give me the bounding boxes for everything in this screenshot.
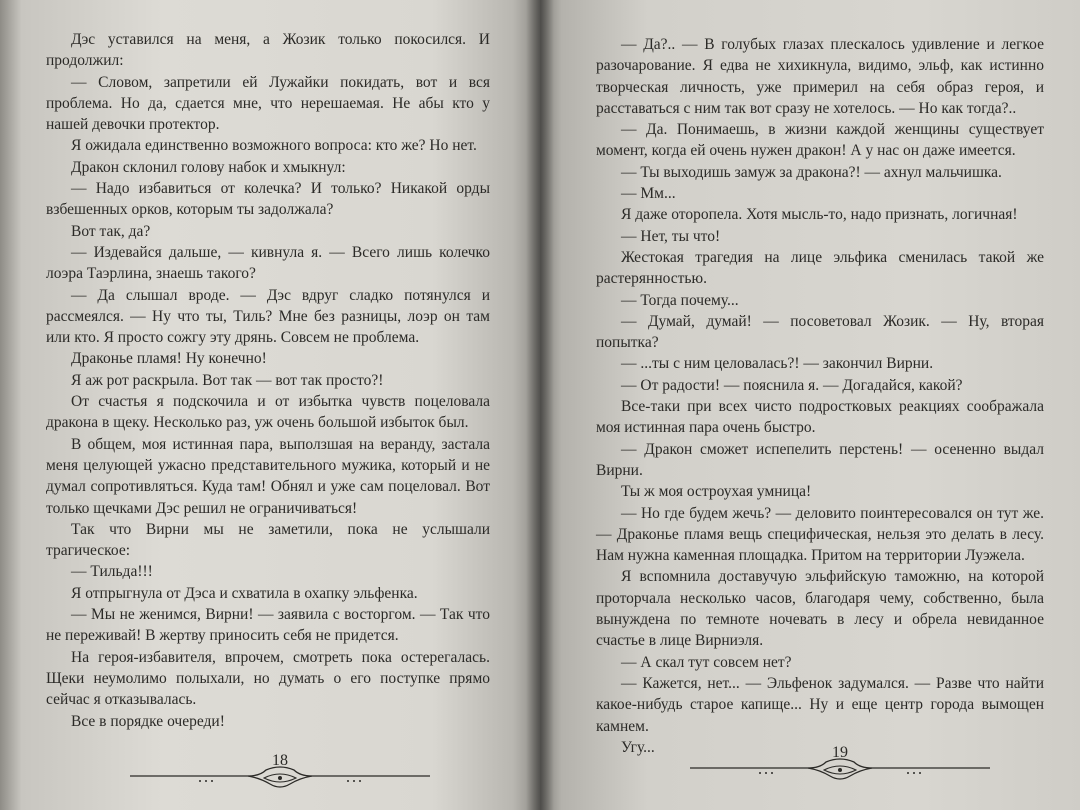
paragraph: Все в порядке очереди! xyxy=(71,712,225,730)
paragraph: На героя-избавителя, впрочем, смотреть пока остерегалась. Щеки неумолимо полыхали, но думать о его поступке прямо сейчас я отказывалась. xyxy=(46,648,490,709)
paragraph: — Да. Понимаешь, в жизни каждой женщины существует момент, когда ей очень нужен дракон! А у нас он даже имеется. xyxy=(596,121,1044,160)
paragraph: Вот так, да? xyxy=(71,222,151,240)
paragraph: — Ты выходишь замуж за дракона?! — ахнул мальчишка. xyxy=(621,163,1002,181)
paragraph: Я даже оторопела. Хотя мысль-то, надо признать, логичная! xyxy=(621,206,1018,224)
paragraph: — Издевайся дальше, — кивнула я. — Всего лишь колечко лоэра Таэрлина, знаешь такого? xyxy=(46,243,490,283)
left-page-folio xyxy=(130,752,430,792)
paragraph: Дракон склонил голову набок и хмыкнул: xyxy=(71,158,346,176)
paragraph: — Мм... xyxy=(621,185,676,203)
paragraph: — Дракон сможет испепелить перстень! — осененно выдал Вирни. xyxy=(596,440,1044,479)
right-page-folio xyxy=(690,744,990,784)
paragraph: — Тильда!!! xyxy=(71,563,153,581)
paragraph: Я вспомнила доставучую эльфийскую таможню, на которой проторчала несколько часов, благодаря чему, собственно, была вынуждена по темноте ночевать в лесу и обрела невиданное счастье в лице Вирниэля. xyxy=(596,568,1044,650)
left-page-number: 18 xyxy=(272,752,288,769)
paragraph: Все-таки при всех чисто подростковых реакциях соображала моя истинная пара очень быстро. xyxy=(596,398,1044,437)
paragraph: — Да слышал вроде. — Дэс вдруг сладко потянулся и рассмеялся. — Ну что ты, Тиль? Мне без разницы, лоэр он там или кто. Я просто сожгу эту дрянь. Совсем не проблема. xyxy=(46,286,490,347)
paragraph: Дэс уставился на меня, а Жозик только покосился. И продолжил: xyxy=(46,31,490,70)
paragraph: — Тогда почему... xyxy=(621,291,739,309)
paragraph: Так что Вирни мы не заметили, пока не услышали трагическое: xyxy=(46,520,490,560)
paragraph: — Надо избавиться от колечка? И только? Никакой орды взбешенных орков, которым ты задолжала? xyxy=(46,180,490,219)
paragraph: — Кажется, нет... — Эльфенок задумался. — Разве что найти какое-нибудь старое капище... Ну и еще центр города вымощен камнем. xyxy=(596,674,1044,735)
paragraph: — ...ты с ним целовалась?! — закончил Вирни. xyxy=(621,355,934,373)
paragraph: Я отпрыгнула от Дэса и схватила в охапку эльфенка. xyxy=(71,584,418,602)
book-gutter xyxy=(526,0,554,810)
paragraph: Угу... xyxy=(621,738,655,756)
paragraph: Жестокая трагедия на лице эльфика сменилась такой же растерянностью. xyxy=(596,248,1044,288)
right-page xyxy=(540,0,1080,810)
left-page-text xyxy=(46,29,490,732)
paragraph: — А скал тут совсем нет? xyxy=(621,653,792,671)
paragraph: — Но где будем жечь? — деловито поинтересовался он тут же. — Драконье пламя вещь специфическая, нельзя это делать в лесу. Нам нужна каменная площадка. Притом на территории Луэжела. xyxy=(596,504,1044,565)
right-page-number: 19 xyxy=(832,744,848,761)
paragraph: — Нет, ты что! xyxy=(621,227,721,245)
paragraph: Драконье пламя! Ну конечно! xyxy=(71,350,267,368)
paragraph: — От радости! — пояснила я. — Догадайся, какой? xyxy=(621,376,963,394)
folio-ornament-icon xyxy=(690,758,990,784)
paragraph: Я аж рот раскрыла. Вот так — вот так просто?! xyxy=(71,371,384,389)
paragraph: В общем, моя истинная пара, выползшая на веранду, застала меня целующей ужасно представительного мужика, который и не думал сопротивляться. Куда там! Обнял и уже сам поцеловал. Вот только щечками Дэс решил не ограничиваться! xyxy=(46,435,490,517)
paragraph: Ты ж моя остроухая умница! xyxy=(621,483,812,501)
paragraph: — Думай, думай! — посоветовал Жозик. — Ну, вторая попытка? xyxy=(596,312,1044,352)
paragraph: Я ожидала единственно возможного вопроса: кто же? Но нет. xyxy=(71,137,477,155)
paragraph: — Да?.. — В голубых глазах плескалось удивление и легкое разочарование. Я едва не хихикнула, видимо, эльф, как истинно творческая личность, уже примерил на себя образ героя, и расставаться с ним так вот сразу не хотелось. — Но как тогда?.. xyxy=(596,36,1044,117)
right-page-text xyxy=(596,34,1044,758)
paragraph: — Словом, запретили ей Лужайки покидать, вот и вся проблема. Но да, сдается мне, что нерешаемая. Не абы кто у нашей девочки протектор. xyxy=(46,73,490,134)
paragraph: От счастья я подскочила и от избытка чувств поцеловала дракона в щеку. Несколько раз, уж очень большой избыток был. xyxy=(46,393,490,432)
paragraph: — Мы не женимся, Вирни! — заявила с восторгом. — Так что не переживай! В жертву приносить себя не придется. xyxy=(46,606,490,645)
folio-ornament-icon xyxy=(130,766,430,792)
